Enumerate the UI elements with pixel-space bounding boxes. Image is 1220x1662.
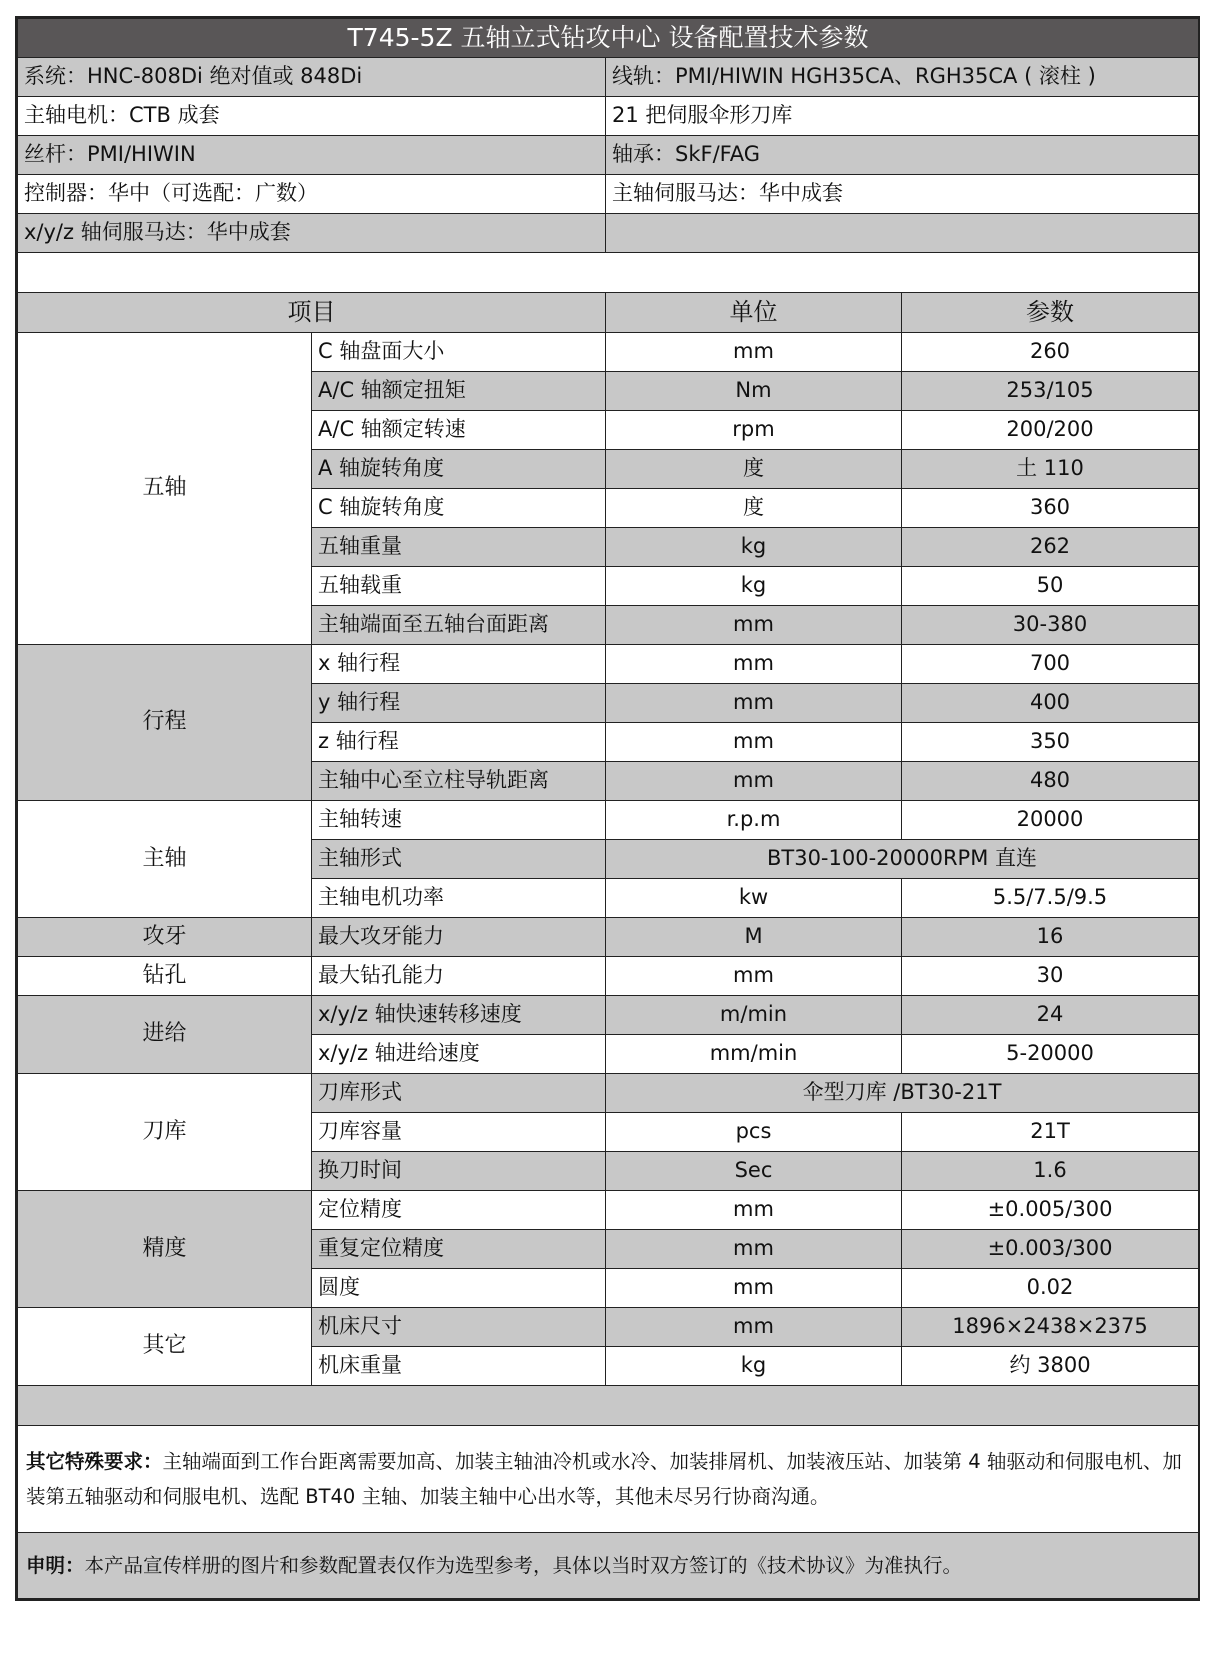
unit-cell: mm — [606, 333, 902, 372]
item-cell: C 轴盘面大小 — [312, 333, 606, 372]
param-cell: 16 — [902, 918, 1199, 957]
item-cell: 主轴转速 — [312, 801, 606, 840]
param-cell: 约 3800 — [902, 1347, 1199, 1386]
table-row — [18, 645, 1199, 684]
unit-cell: M — [606, 918, 902, 957]
item-cell: x 轴行程 — [312, 645, 606, 684]
unit-cell: mm — [606, 684, 902, 723]
group-label: 钻孔 — [18, 957, 312, 996]
item-cell: y 轴行程 — [312, 684, 606, 723]
item-cell: 机床重量 — [312, 1347, 606, 1386]
param-cell: 262 — [902, 528, 1199, 567]
param-cell: 1896×2438×2375 — [902, 1308, 1199, 1347]
special-requirements-label: 其它特殊要求： — [26, 1450, 163, 1473]
item-cell: 主轴电机功率 — [312, 879, 606, 918]
unit-cell: mm/min — [606, 1035, 902, 1074]
param-cell: 400 — [902, 684, 1199, 723]
item-cell: 主轴端面至五轴台面距离 — [312, 606, 606, 645]
spec-sheet — [15, 16, 1200, 1601]
unit-cell: mm — [606, 1308, 902, 1347]
table-row — [18, 996, 1199, 1035]
unit-cell: kg — [606, 528, 902, 567]
config-right: 轴承：SkF/FAG — [606, 136, 1199, 175]
header-unit: 单位 — [606, 293, 902, 333]
item-cell: 五轴重量 — [312, 528, 606, 567]
table-row — [18, 957, 1199, 996]
config-left: 控制器：华中（可选配：广数） — [18, 175, 606, 214]
param-cell: 20000 — [902, 801, 1199, 840]
param-cell: 24 — [902, 996, 1199, 1035]
declaration-label: 申明： — [26, 1554, 85, 1577]
unit-cell: m/min — [606, 996, 902, 1035]
config-row — [18, 58, 1199, 97]
config-left: 丝杆：PMI/HIWIN — [18, 136, 606, 175]
group-label: 精度 — [18, 1191, 312, 1308]
item-cell: 最大钻孔能力 — [312, 957, 606, 996]
param-cell: 700 — [902, 645, 1199, 684]
spacer-row — [18, 1386, 1199, 1426]
unit-cell: kg — [606, 1347, 902, 1386]
item-cell: x/y/z 轴快速转移速度 — [312, 996, 606, 1035]
item-cell: 换刀时间 — [312, 1152, 606, 1191]
declaration-row — [18, 1533, 1199, 1599]
table-row — [18, 333, 1199, 372]
merged-value-cell: 伞型刀库 /BT30-21T — [606, 1074, 1199, 1113]
item-cell: A/C 轴额定转速 — [312, 411, 606, 450]
table-row — [18, 1191, 1199, 1230]
param-cell: 土 110 — [902, 450, 1199, 489]
item-cell: A/C 轴额定扭矩 — [312, 372, 606, 411]
item-cell: 主轴形式 — [312, 840, 606, 879]
config-left: 系统：HNC-808Di 绝对值或 848Di — [18, 58, 606, 97]
config-row — [18, 214, 1199, 253]
item-cell: 机床尺寸 — [312, 1308, 606, 1347]
spacer-cell — [18, 253, 1199, 293]
unit-cell: pcs — [606, 1113, 902, 1152]
special-requirements-text: 主轴端面到工作台距离需要加高、加装主轴油冷机或水冷、加装排屑机、加装液压站、加装第 4 轴驱动和伺服电机、加装第五轴驱动和伺服电机、选配 BT40 主轴、加装主轴中心出水等，其他未尽另行协商沟通。 — [26, 1450, 1182, 1508]
unit-cell: mm — [606, 1230, 902, 1269]
table-header — [18, 293, 1199, 333]
param-cell: ±0.005/300 — [902, 1191, 1199, 1230]
group-label: 攻牙 — [18, 918, 312, 957]
unit-cell: mm — [606, 762, 902, 801]
special-requirements — [18, 1426, 1199, 1533]
unit-cell: mm — [606, 645, 902, 684]
param-cell: 0.02 — [902, 1269, 1199, 1308]
config-right: 主轴伺服马达：华中成套 — [606, 175, 1199, 214]
param-cell: 21T — [902, 1113, 1199, 1152]
group-label: 进给 — [18, 996, 312, 1074]
param-cell: 253/105 — [902, 372, 1199, 411]
item-cell: 定位精度 — [312, 1191, 606, 1230]
param-cell: 1.6 — [902, 1152, 1199, 1191]
unit-cell: rpm — [606, 411, 902, 450]
item-cell: 主轴中心至立柱导轨距离 — [312, 762, 606, 801]
param-cell: ±0.003/300 — [902, 1230, 1199, 1269]
item-cell: 刀库形式 — [312, 1074, 606, 1113]
unit-cell: kg — [606, 567, 902, 606]
unit-cell: mm — [606, 957, 902, 996]
unit-cell: r.p.m — [606, 801, 902, 840]
item-cell: 五轴载重 — [312, 567, 606, 606]
spec-table — [17, 18, 1199, 1599]
spacer-cell — [18, 1386, 1199, 1426]
config-row — [18, 136, 1199, 175]
config-row — [18, 97, 1199, 136]
item-cell: A 轴旋转角度 — [312, 450, 606, 489]
page-title: T745-5Z 五轴立式钻攻中心 设备配置技术参数 — [18, 19, 1199, 58]
group-label: 主轴 — [18, 801, 312, 918]
unit-cell: 度 — [606, 489, 902, 528]
table-row — [18, 1074, 1199, 1113]
config-right: 21 把伺服伞形刀库 — [606, 97, 1199, 136]
unit-cell: mm — [606, 1191, 902, 1230]
item-cell: x/y/z 轴进给速度 — [312, 1035, 606, 1074]
item-cell: 刀库容量 — [312, 1113, 606, 1152]
config-left: 主轴电机：CTB 成套 — [18, 97, 606, 136]
param-cell: 350 — [902, 723, 1199, 762]
group-label: 行程 — [18, 645, 312, 801]
param-cell: 5.5/7.5/9.5 — [902, 879, 1199, 918]
item-cell: 最大攻牙能力 — [312, 918, 606, 957]
merged-value-cell: BT30-100-20000RPM 直连 — [606, 840, 1199, 879]
item-cell: z 轴行程 — [312, 723, 606, 762]
unit-cell: mm — [606, 1269, 902, 1308]
param-cell: 50 — [902, 567, 1199, 606]
param-cell: 5-20000 — [902, 1035, 1199, 1074]
special-requirements-row — [18, 1426, 1199, 1533]
param-cell: 480 — [902, 762, 1199, 801]
unit-cell: Nm — [606, 372, 902, 411]
declaration — [18, 1533, 1199, 1599]
group-label: 五轴 — [18, 333, 312, 645]
item-cell: C 轴旋转角度 — [312, 489, 606, 528]
header-item: 项目 — [18, 293, 606, 333]
param-cell: 360 — [902, 489, 1199, 528]
param-cell: 30-380 — [902, 606, 1199, 645]
item-cell: 重复定位精度 — [312, 1230, 606, 1269]
declaration-text: 本产品宣传样册的图片和参数配置表仅作为选型参考，具体以当时双方签订的《技术协议》为准执行。 — [84, 1554, 963, 1577]
table-row — [18, 918, 1199, 957]
param-cell: 30 — [902, 957, 1199, 996]
config-right: 线轨：PMI/HIWIN HGH35CA、RGH35CA ( 滚柱 ) — [606, 58, 1199, 97]
group-label: 刀库 — [18, 1074, 312, 1191]
config-row — [18, 175, 1199, 214]
table-row — [18, 1308, 1199, 1347]
config-right — [606, 214, 1199, 253]
unit-cell: 度 — [606, 450, 902, 489]
group-label: 其它 — [18, 1308, 312, 1386]
table-row — [18, 801, 1199, 840]
config-left: x/y/z 轴伺服马达：华中成套 — [18, 214, 606, 253]
unit-cell: kw — [606, 879, 902, 918]
unit-cell: Sec — [606, 1152, 902, 1191]
param-cell: 260 — [902, 333, 1199, 372]
unit-cell: mm — [606, 606, 902, 645]
unit-cell: mm — [606, 723, 902, 762]
header-param: 参数 — [902, 293, 1199, 333]
param-cell: 200/200 — [902, 411, 1199, 450]
item-cell: 圆度 — [312, 1269, 606, 1308]
spacer-row — [18, 253, 1199, 293]
